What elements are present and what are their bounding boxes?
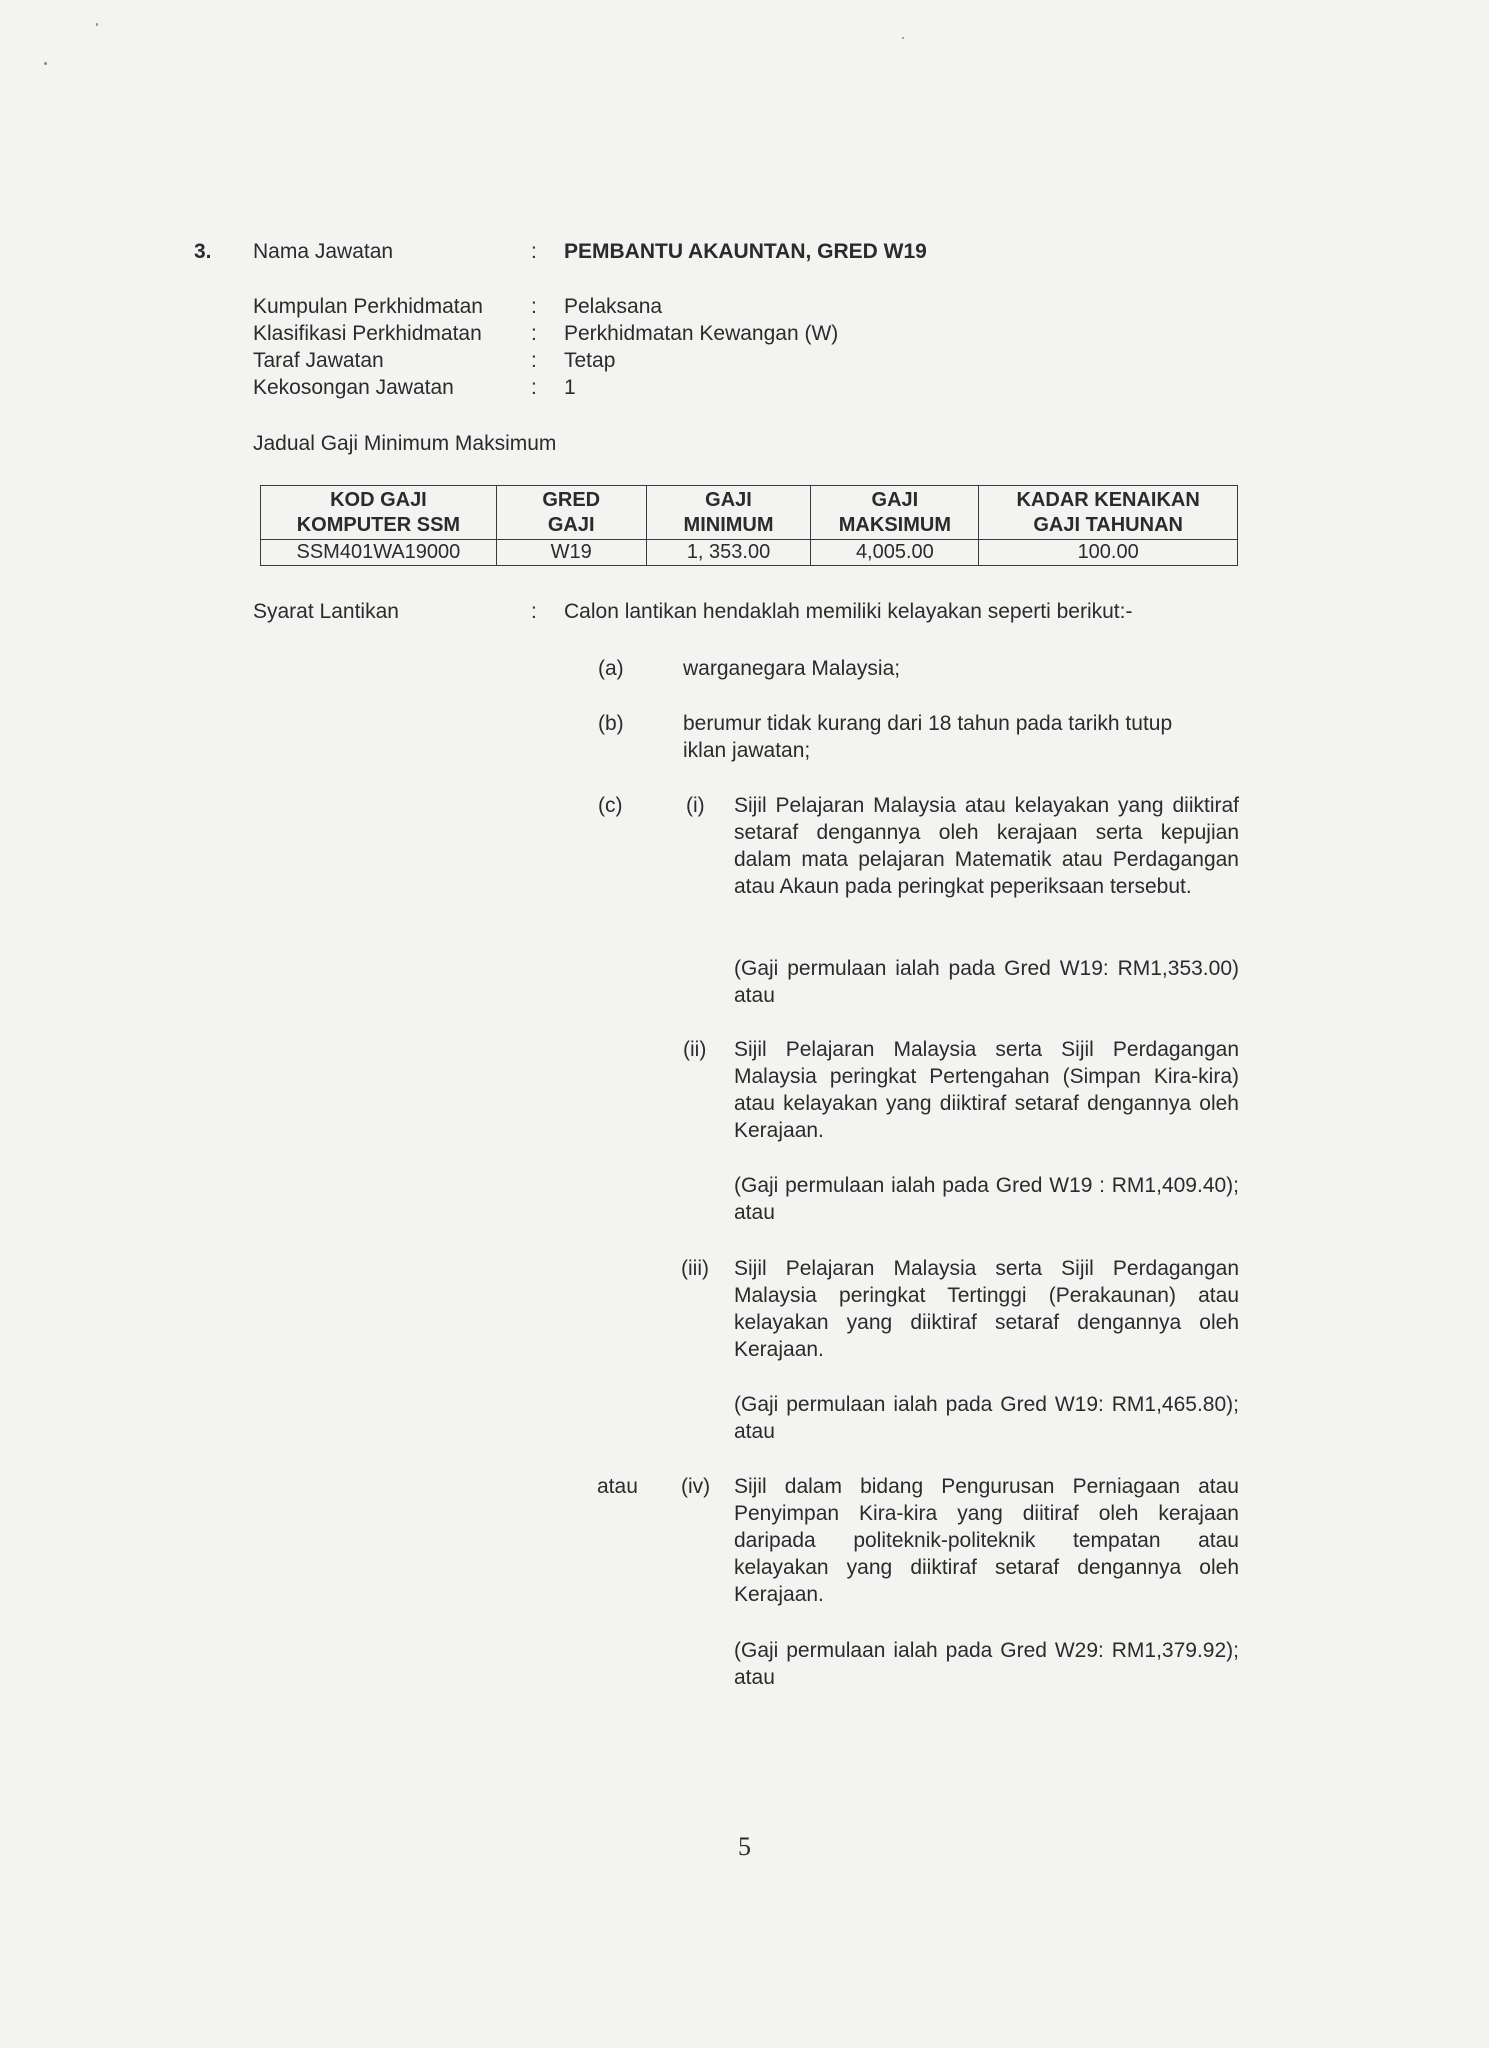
item-a-text: warganegara Malaysia; — [683, 657, 901, 680]
position-title: PEMBANTU AKAUNTAN, GRED W19 — [564, 240, 927, 263]
info-value-taraf: Tetap — [564, 349, 616, 372]
info-value-kekosongan: 1 — [564, 376, 576, 399]
scan-speck — [96, 23, 98, 26]
scan-speck — [902, 37, 904, 39]
info-label-kumpulan: Kumpulan Perkhidmatan — [253, 295, 483, 318]
header-kadar-kenaikan: KADAR KENAIKAN GAJI TAHUNAN — [979, 486, 1238, 540]
salary-table-caption: Jadual Gaji Minimum Maksimum — [253, 432, 557, 455]
header-gred-gaji: GRED GAJI — [496, 486, 646, 540]
info-value-klasifikasi: Perkhidmatan Kewangan (W) — [564, 322, 839, 345]
cell-kod-gaji: SSM401WA19000 — [261, 540, 497, 566]
item-a-marker: (a) — [598, 657, 624, 680]
title-label: Nama Jawatan — [253, 240, 394, 263]
cell-gaji-minimum: 1, 353.00 — [646, 540, 811, 566]
item-b-text-line1: berumur tidak kurang dari 18 tahun pada tarikh tutup — [683, 712, 1173, 735]
item-c-iv-salary: (Gaji permulaan ialah pada Gred W29: RM1,379.92); atau — [734, 1639, 1239, 1689]
requirements-colon: : — [531, 600, 537, 623]
item-c-iv-text: Sijil dalam bidang Pengurusan Perniagaan atau Penyimpan Kira-kira yang diitiraf oleh kerajaan daripada politeknik-politeknik tempatan atau kelayakan yang diiktiraf setaraf dengannya oleh Kerajaan. — [734, 1475, 1239, 1606]
requirements-intro: Calon lantikan hendaklah memiliki kelayakan seperti berikut:- — [564, 600, 1133, 623]
info-label-klasifikasi: Klasifikasi Perkhidmatan — [253, 322, 482, 345]
header-gaji-maksimum: GAJI MAKSIMUM — [811, 486, 979, 540]
title-colon: : — [531, 240, 537, 263]
header-gaji-minimum: GAJI MINIMUM — [646, 486, 811, 540]
item-b-marker: (b) — [598, 712, 624, 735]
requirements-label: Syarat Lantikan — [253, 600, 399, 623]
page-number: 5 — [738, 1832, 751, 1861]
info-colon: : — [531, 322, 537, 345]
header-kod-gaji: KOD GAJI KOMPUTER SSM — [261, 486, 497, 540]
table-row — [261, 540, 1238, 566]
item-c-iii-text: Sijil Pelajaran Malaysia serta Sijil Perdagangan Malaysia peringkat Tertinggi (Perakaunan) atau kelayakan yang diiktiraf setaraf dengannya oleh Kerajaan. — [734, 1257, 1239, 1361]
item-c-i-marker: (i) — [686, 794, 705, 817]
item-c-marker: (c) — [598, 794, 623, 817]
info-label-taraf: Taraf Jawatan — [253, 349, 384, 372]
item-c-i-text: Sijil Pelajaran Malaysia atau kelayakan yang diiktiraf setaraf dengannya oleh kerajaan serta kepujian dalam mata pelajaran Matematik atau Perdagangan atau Akaun pada peringkat peperiksaan tersebut. — [734, 794, 1239, 898]
cell-gaji-maksimum: 4,005.00 — [811, 540, 979, 566]
item-c-iii-salary: (Gaji permulaan ialah pada Gred W19: RM1,465.80); atau — [734, 1393, 1239, 1443]
item-c-iv-marker: (iv) — [681, 1475, 711, 1498]
table-header-row — [261, 486, 1238, 540]
item-c-iv-prefix: atau — [597, 1475, 638, 1498]
item-c-iii-marker: (iii) — [681, 1257, 709, 1280]
item-c-ii-marker: (ii) — [683, 1038, 707, 1061]
section-number: 3. — [194, 240, 212, 263]
info-value-kumpulan: Pelaksana — [564, 295, 663, 318]
scan-speck — [44, 62, 47, 65]
info-label-kekosongan: Kekosongan Jawatan — [253, 376, 454, 399]
item-c-ii-text: Sijil Pelajaran Malaysia serta Sijil Perdagangan Malaysia peringkat Pertengahan (Simpan Kira-kira) atau kelayakan yang diiktiraf setaraf dengannya oleh Kerajaan. — [734, 1038, 1239, 1142]
cell-kadar-kenaikan: 100.00 — [979, 540, 1238, 566]
info-colon: : — [531, 349, 537, 372]
item-c-ii-salary: (Gaji permulaan ialah pada Gred W19 : RM1,409.40); atau — [734, 1174, 1239, 1224]
info-colon: : — [531, 376, 537, 399]
info-colon: : — [531, 295, 537, 318]
salary-table — [260, 485, 1238, 566]
item-c-i-salary: (Gaji permulaan ialah pada Gred W19: RM1,353.00) atau — [734, 957, 1239, 1007]
item-b-text-line2: iklan jawatan; — [683, 739, 811, 762]
cell-gred: W19 — [496, 540, 646, 566]
